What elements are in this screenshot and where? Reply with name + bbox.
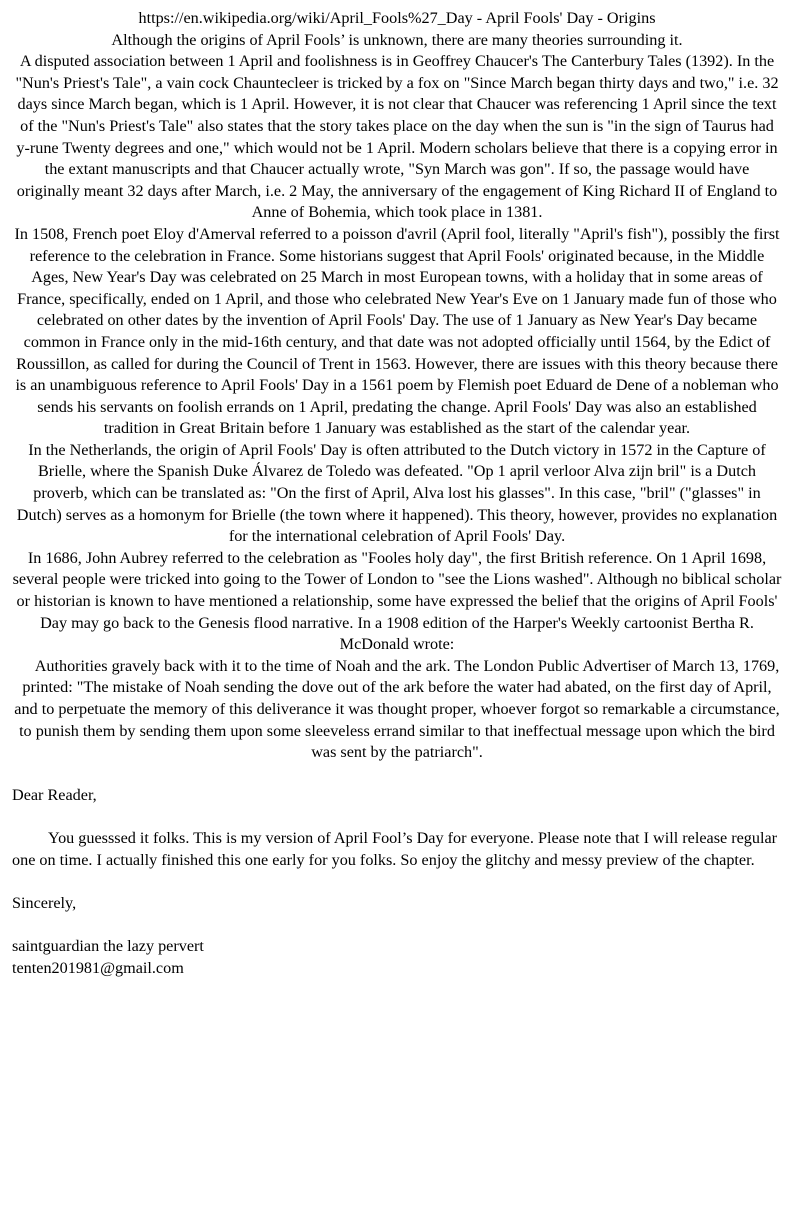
letter-closing: Sincerely, xyxy=(12,893,77,912)
letter-salutation: Dear Reader, xyxy=(12,785,97,804)
author-letter xyxy=(12,785,782,979)
letter-body: You guesssed it folks. This is my version of April Fool’s Day for everyone. Please note that I will release regular one on time. I actually finished this one early for you folks. So enjoy the glitchy and messy preview of the chapter. xyxy=(12,828,778,869)
letter-signature: saintguardian the lazy pervert xyxy=(12,936,204,955)
spacer xyxy=(12,806,782,828)
chaucer-paragraph: A disputed association between 1 April and foolishness is in Geoffrey Chaucer's The Canterbury Tales (1392). In the "Nun's Priest's Tale", a vain cock Chauntecleer is tricked by a fox on "Since March began thirty days and two," i.e. 32 days since March began, which is 1 April. However, it is not clear that Chaucer was referencing 1 April since the text of the "Nun's Priest's Tale" also states that the story takes place on the day when the sun is "in the sign of Taurus had y-rune Twenty degrees and one," which would not be 1 April. Modern scholars believe that there is a copying error in the extant manuscripts and that Chaucer actually wrote, "Syn March was gon". If so, the passage would have originally meant 32 days after March, i.e. 2 May, the anniversary of the engagement of King Richard II of England to Anne of Bohemia, which took place in 1381. xyxy=(15,52,779,222)
france-paragraph: In 1508, French poet Eloy d'Amerval referred to a poisson d'avril (April fool, literally "April's fish"), possibly the first reference to the celebration in France. Some historians suggest that April Fools' originated because, in the Middle Ages, New Year's Day was celebrated on 25 March in most European towns, with a holiday that in some areas of France, specifically, ended on 1 April, and those who celebrated New Year's Eve on 1 January made fun of those who celebrated on other dates by the invention of April Fools' Day. The use of 1 January as New Year's Day became common in France only in the mid-16th century, and that date was not adopted officially until 1564, by the Edict of Roussillon, as called for during the Council of Trent in 1563. However, there are issues with this theory because there is an unambiguous reference to April Fools' Day in a 1561 poem by Flemish poet Eduard de Dene of a nobleman who sends his servants on foolish errands on 1 April, predating the change. April Fools' Day was also an established tradition in Great Britain before 1 January was established as the start of the calendar year. xyxy=(14,224,780,438)
spacer xyxy=(12,914,782,936)
intro-paragraph: Although the origins of April Fools’ is unknown, there are many theories surrounding it. xyxy=(111,30,683,49)
article-excerpt xyxy=(12,8,782,764)
source-url-line: https://en.wikipedia.org/wiki/April_Fools%27_Day - April Fools' Day - Origins xyxy=(138,9,656,27)
aubrey-paragraph: In 1686, John Aubrey referred to the celebration as "Fooles holy day", the first British reference. On 1 April 1698, several people were tricked into going to the Tower of London to "see the Lions washed". Although no biblical scholar or historian is known to have mentioned a relationship, some have expressed the belief that the origins of April Fools' Day may go back to the Genesis flood narrative. In a 1908 edition of the Harper's Weekly cartoonist Bertha R. McDonald wrote: xyxy=(12,548,782,654)
letter-email: tenten201981@gmail.com xyxy=(12,958,184,977)
netherlands-paragraph: In the Netherlands, the origin of April Fools' Day is often attributed to the Dutch victory in 1572 in the Capture of Brielle, where the Spanish Duke Álvarez de Toledo was defeated. "Op 1 april verloor Alva zijn bril" is a Dutch proverb, which can be translated as: "On the first of April, Alva lost his glasses". In this case, "bril" ("glasses" in Dutch) serves as a homonym for Brielle (the town where it happened). This theory, however, provides no explanation for the international celebration of April Fools' Day. xyxy=(16,440,778,546)
spacer xyxy=(12,871,782,893)
noah-quote: Authorities gravely back with it to the time of Noah and the ark. The London Public Advertiser of March 13, 1769, printed: "The mistake of Noah sending the dove out of the ark before the water had abated, on the first day of April, and to perpetuate the memory of this deliverance it was thought proper, whoever forgot so remarkable a circumstance, to punish them by sending them upon some sleeveless errand similar to that ineffectual message upon which the bird was sent by the patriarch". xyxy=(14,656,780,762)
